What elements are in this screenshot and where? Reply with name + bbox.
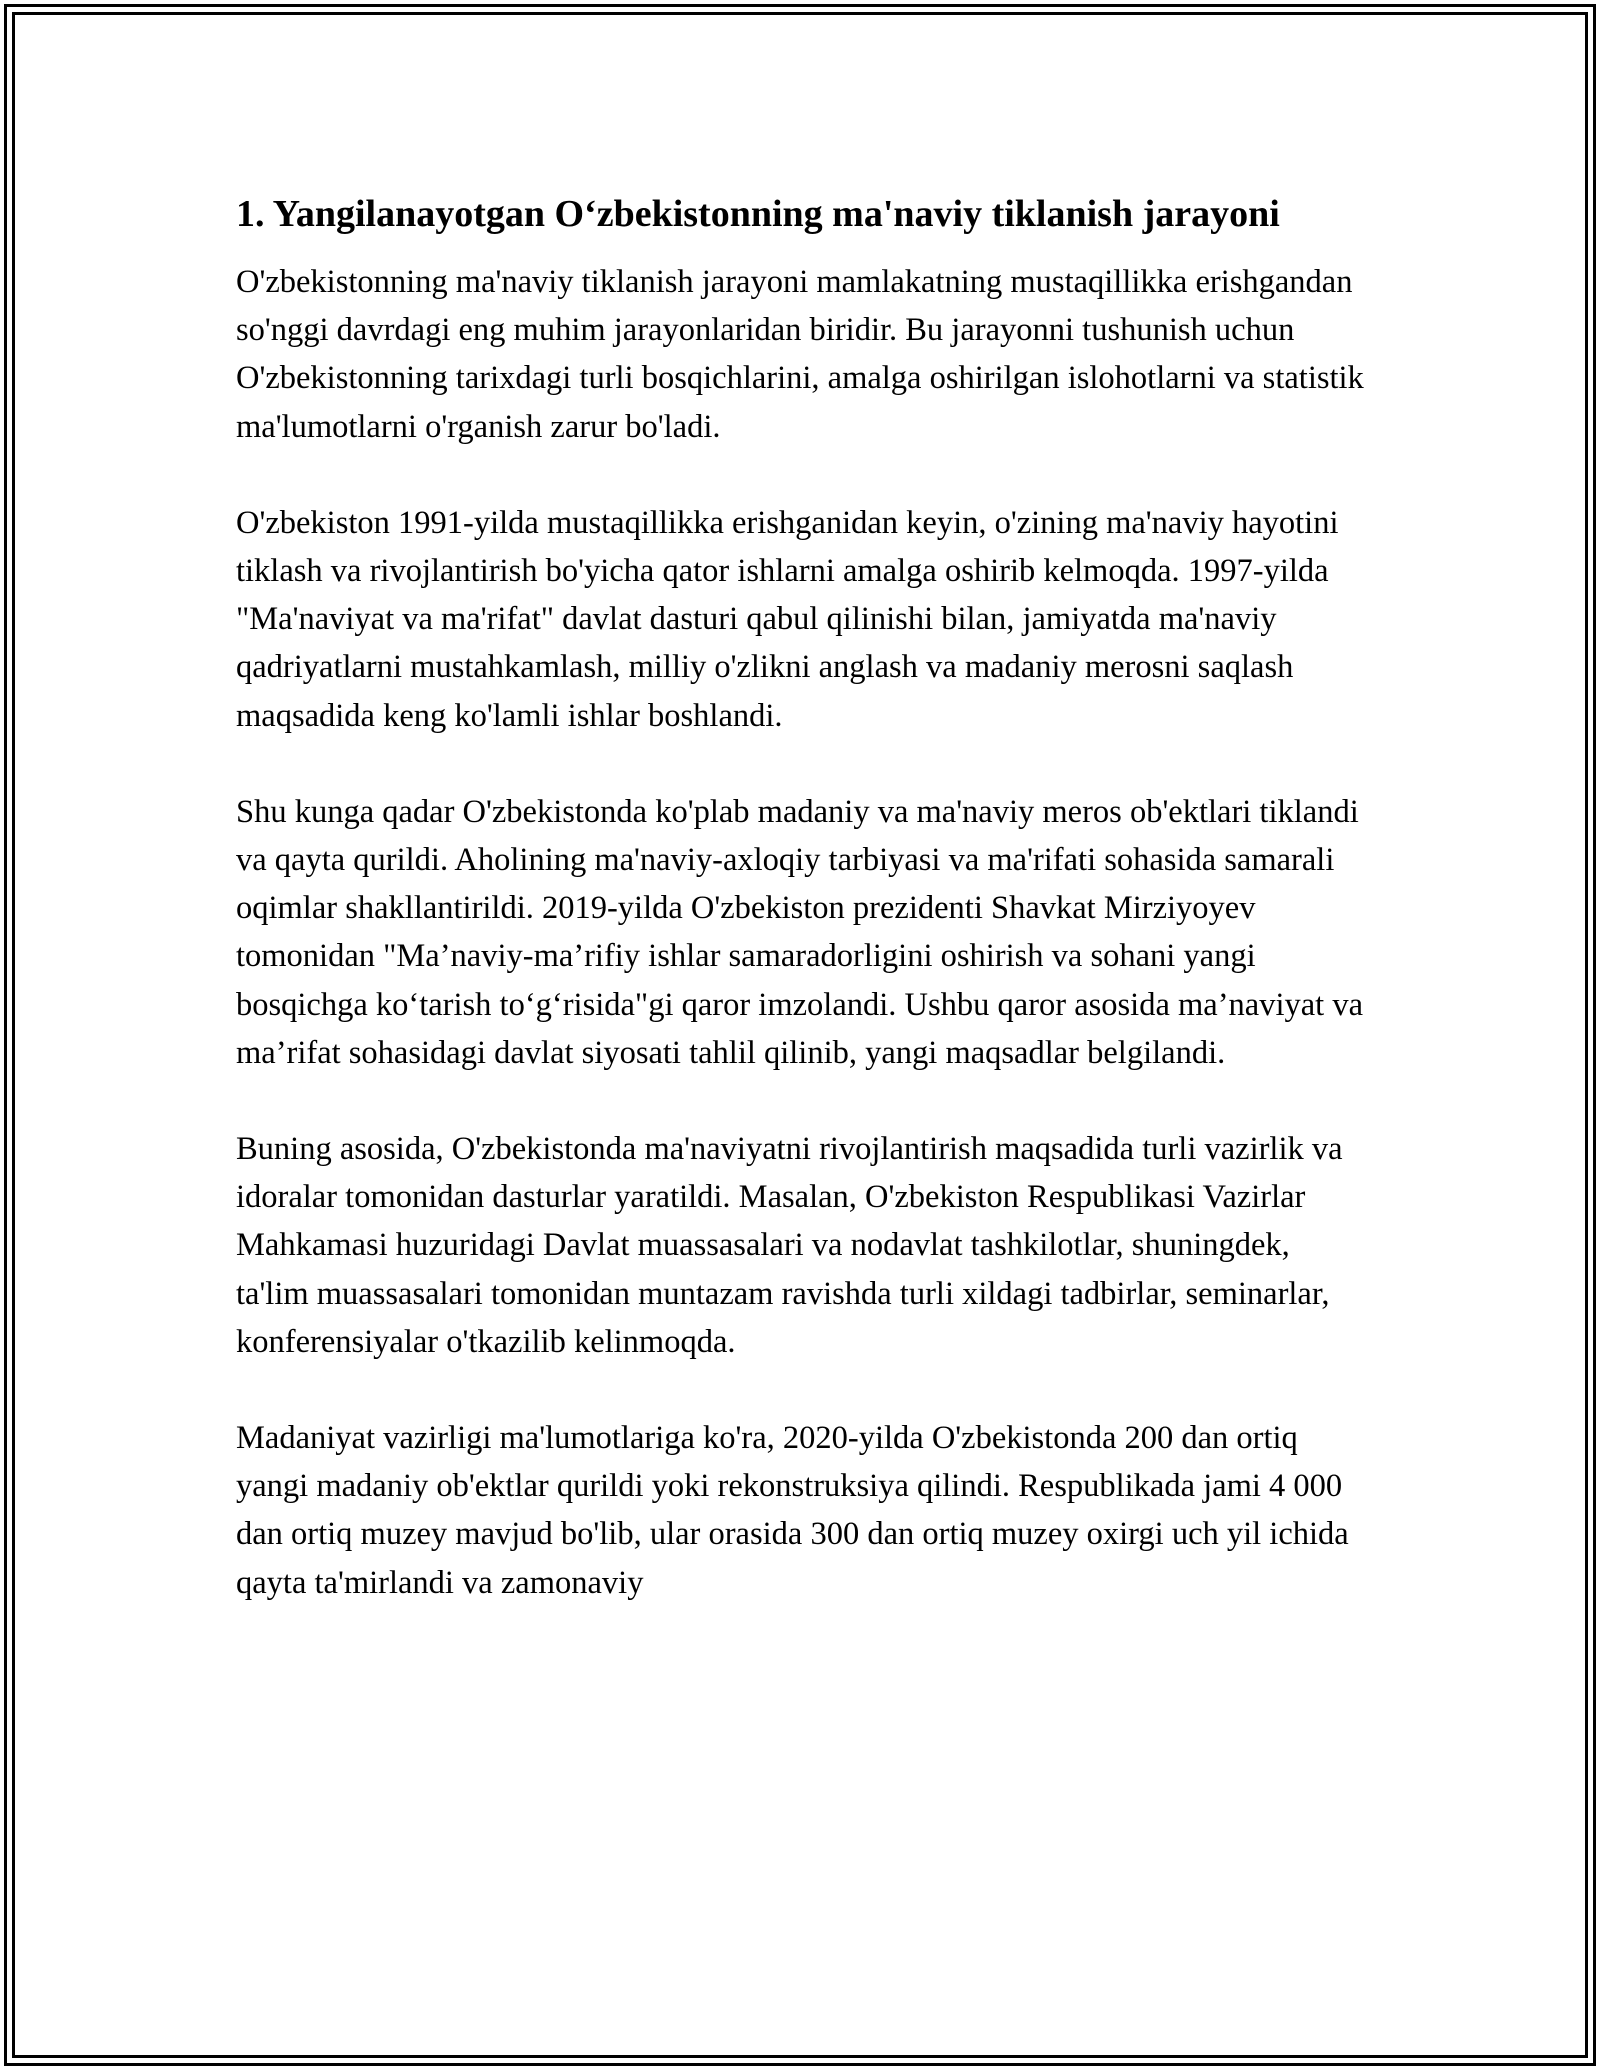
paragraph-5: Madaniyat vazirligi ma'lumotlariga ko'ra, 2020-yilda O'zbekistonda 200 dan ortiq yangi madaniy ob'ektlar qurildi yoki rekonstruksiya qilindi. Respublikada jami 4 000 dan ortiq muzey mavjud bo'lib, ular orasida 300 dan ortiq muzey oxirgi uch yil ichida qayta ta'mirlandi va zamonaviy (236, 1420, 1349, 1601)
paragraph-3: Shu kunga qadar O'zbekistonda ko'plab madaniy va ma'naviy meros ob'ektlari tiklandi va qayta qurildi. Aholining ma'naviy-axloqiy tarbiyasi va ma'rifati sohasida samarali oqimlar shakllantirildi. 2019-yilda O'zbekiston prezidenti Shavkat Mirziyoyev tomonidan "Ma’naviy-ma’rifiy ishlar samaradorligini oshirish va sohani yangi bosqichga ko‘tarish to‘g‘risida"gi qaror imzolandi. Ushbu qaror asosida ma’naviyat va ma’rifat sohasidagi davlat siyosati tahlil qilinib, yangi maqsadlar belgilandi. (236, 793, 1363, 1071)
document-body (236, 186, 1366, 1655)
paragraph-2: O'zbekiston 1991-yilda mustaqillikka erishganidan keyin, o'zining ma'naviy hayotini tiklash va rivojlantirish bo'yicha qator ishlarni amalga oshirib kelmoqda. 1997-yilda "Ma'naviyat va ma'rifat" davlat dasturi qabul qilinishi bilan, jamiyatda ma'naviy qadriyatlarni mustahkamlash, milliy o'zlikni anglash va madaniy merosni saqlash maqsadida keng ko'lamli ishlar boshlandi. (236, 504, 1339, 734)
section-heading: 1. Yangilanayotgan O‘zbekistonning ma'naviy tiklanish jarayoni (236, 193, 1280, 235)
paragraph-1: O'zbekistonning ma'naviy tiklanish jarayoni mamlakatning mustaqillikka erishgandan so'nggi davrdagi eng muhim jarayonlaridan biridir. Bu jarayonni tushunish uchun O'zbekistonning tarixdagi turli bosqichlarini, amalga oshirilgan islohotlarni va statistik ma'lumotlarni o'rganish zarur bo'ladi. (236, 264, 1364, 445)
paragraph-4: Buning asosida, O'zbekistonda ma'naviyatni rivojlantirish maqsadida turli vazirlik va idoralar tomonidan dasturlar yaratildi. Masalan, O'zbekiston Respublikasi Vazirlar Mahkamasi huzuridagi Davlat muassasalari va nodavlat tashkilotlar, shuningdek, ta'lim muassasalari tomonidan muntazam ravishda turli xildagi tadbirlar, seminarlar, konferensiyalar o'tkazilib kelinmoqda. (236, 1131, 1343, 1360)
